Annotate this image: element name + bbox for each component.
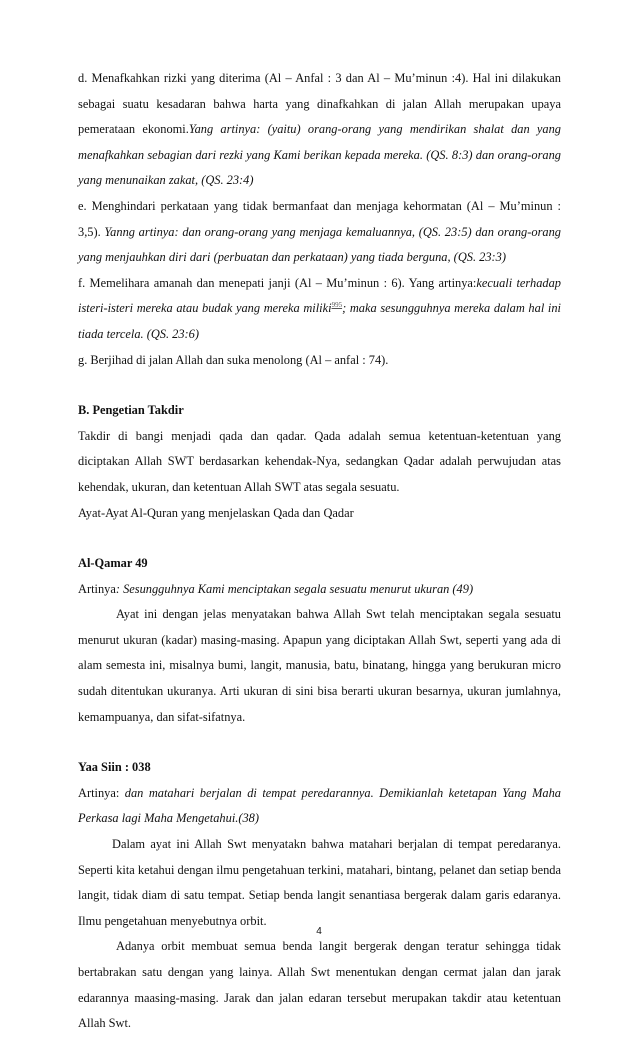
spacer <box>78 373 561 398</box>
item-d <box>78 66 561 194</box>
al-qamar-heading: Al-Qamar 49 <box>78 556 148 571</box>
item-f-translation-1: kecuali terhadap isteri-isteri mereka atau budak yang mereka miliki <box>78 275 562 316</box>
yaa-siin-paragraph-2: Adanya orbit membuat semua benda langit bergerak dengan teratur sehingga tidak bertabrakan satu dengan yang lainya. Allah Swt menentukan dengan cermat jalan dan jarak edarannya maasing-masing. Jarak dan jalan edaran tersebut merupakan takdir atau ketentuan Allah Swt. <box>78 939 561 1031</box>
item-f-translation-2: ; maka sesungguhnya mereka dalam hal ini tiada tercela. (QS. 23:6) <box>78 301 561 341</box>
section-b-paragraph: Takdir di bangi menjadi qada dan qadar. Qada adalah semua ketentuan-ketentuan yang diciptakan Allah SWT berdasarkan kehendak-Nya, sedangkan Qadar adalah perwujudan atas kehendak, ukuran, dan ketentuan Allah SWT atas segala sesuatu. <box>78 428 561 494</box>
spacer <box>78 526 561 551</box>
item-g: g. Berjihad di jalan Allah dan suka menolong (Al – anfal : 74). <box>78 352 389 367</box>
page-number: 4 <box>316 926 322 937</box>
item-e <box>78 194 561 271</box>
yaa-siin-artinya-label: Artinya: <box>78 785 125 800</box>
item-e-translation: Yanng artinya: dan orang-orang yang menjaga kemaluannya, (QS. 23:5) dan orang-orang yang menjauhkan diri dari (perbuatan dan perkataan) yang tiada berguna, (QS. 23:3) <box>78 224 561 265</box>
al-qamar-paragraph: Ayat ini dengan jelas menyatakan bahwa Allah Swt telah menciptakan segala sesuatu menurut ukuran (kadar) masing-masing. Apapun yang diciptakan Allah Swt, seperti yang ada di alam semesta ini, misalnya bumi, langit, manusia, batu, binatang, hingga yang berukuran micro sudah ditentukan ukuranya. Arti ukuran di sini bisa berarti ukuran besarnya, ukuran jumlahnya, kemampuanya, dan sifat-sifatnya. <box>78 607 561 724</box>
spacer <box>78 730 561 755</box>
section-b-line: Ayat-Ayat Al-Quran yang menjelaskan Qada dan Qadar <box>78 505 354 520</box>
yaa-siin-artinya-text: dan matahari berjalan di tempat peredarannya. Demikianlah ketetapan Yang Maha Perkasa lagi Maha Mengetahui.(38) <box>78 785 561 826</box>
al-qamar-artinya-label: Artinya <box>78 581 116 596</box>
page-content <box>78 66 561 1037</box>
item-f <box>78 271 561 348</box>
item-d-translation: Yang artinya: (yaitu) orang-orang yang mendirikan shalat dan yang menafkahkan sebagian dari rezki yang Kami berikan kepada mereka. (QS. 8:3) dan orang-orang yang menunaikan zakat, (QS. 23:4) <box>78 122 562 188</box>
item-e-text: e. Menghindari perkataan yang tidak bermanfaat dan menjaga kehormatan (Al – Mu’minun : 3,5). <box>78 198 561 239</box>
al-qamar-artinya <box>78 577 561 603</box>
footnote-link[interactable]: 995 <box>331 301 343 310</box>
yaa-siin-heading: Yaa Siin : 038 <box>78 760 151 775</box>
yaa-siin-artinya <box>78 781 561 832</box>
al-qamar-artinya-text: : Sesungguhnya Kami menciptakan segala sesuatu menurut ukuran (49) <box>115 581 474 596</box>
yaa-siin-paragraph-1: Dalam ayat ini Allah Swt menyatakn bahwa matahari berjalan di tempat peredaranya. Seperti kita ketahui dengan ilmu pengetahuan terkini, matahari, bintang, pelanet dan setiap benda langit, tidak diam di satu tempat. Setiap benda langit senantiasa bergerak dalam garis edaranya. Ilmu pengetahuan menyebutnya orbit. <box>78 837 561 928</box>
item-d-text: d. Menafkahkan rizki yang diterima (Al – Anfal : 3 dan Al – Mu’minun :4). Hal ini dilakukan sebagai suatu kesadaran bahwa harta yang dinafkahkan di jalan Allah merupakan upaya pemerataan ekonomi. <box>78 71 561 137</box>
item-f-text: f. Memelihara amanah dan menepati janji (Al – Mu’minun : 6). Yang artinya: <box>78 275 477 290</box>
section-b-heading: B. Pengetian Takdir <box>78 403 184 418</box>
